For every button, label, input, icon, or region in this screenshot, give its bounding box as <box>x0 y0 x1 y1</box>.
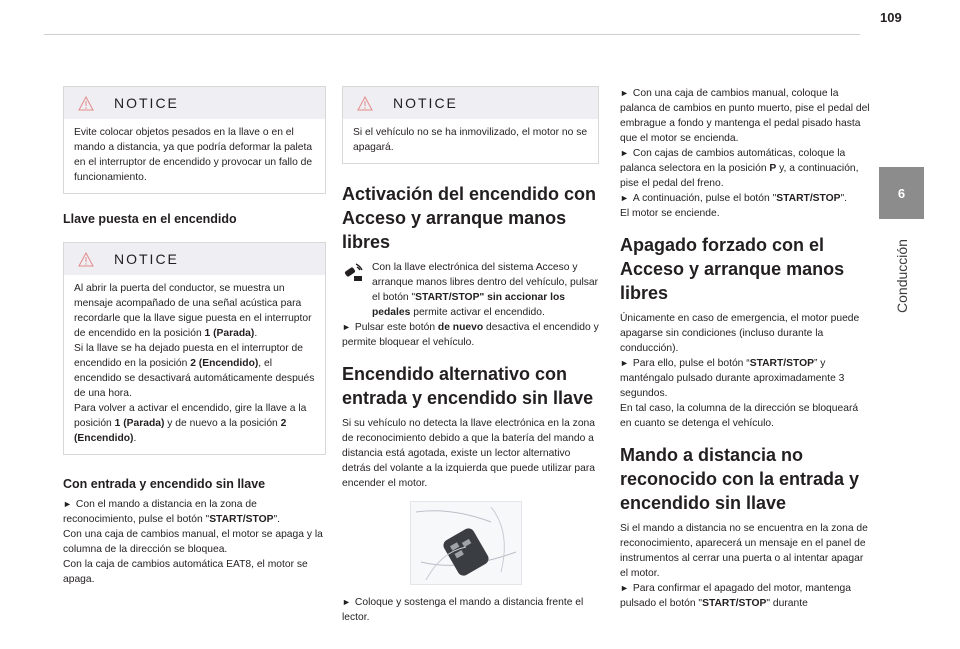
intro-block <box>342 260 599 320</box>
warning-icon <box>357 96 373 111</box>
notice-box <box>342 86 599 164</box>
chapter-title: Conducción <box>894 239 910 313</box>
header-divider <box>44 34 860 35</box>
section-heading: Llave puesta en el encendido <box>63 212 237 226</box>
notice-text: Evite colocar objetos pesados en la llave o en el mando a distancia, ya que podría deformar la paleta en el interruptor de encendido y provocar un fallo de funcionamiento. <box>74 127 313 183</box>
page-number: 109 <box>880 10 902 25</box>
bullet-item: ► Para confirmar el apagado del motor, mantenga pulsado el botón "START/STOP" durante <box>620 583 852 609</box>
bullet-item: ► A continuación, pulse el botón "START/STOP". <box>620 193 848 204</box>
section-heading: Con entrada y encendido sin llave <box>63 477 266 491</box>
chapter-tab[interactable] <box>879 167 924 219</box>
notice-header <box>64 243 325 275</box>
bullet-item: ► Pulsar este botón de nuevo desactiva el encendido y permite bloquear el vehículo. <box>342 322 599 348</box>
section-heading: Apagado forzado con el Acceso y arranque manos libres <box>620 235 845 303</box>
notice-text: Si el vehículo no se ha inmovilizado, el motor no se apagará. <box>353 127 588 153</box>
section-heading: Encendido alternativo con entrada y encendido sin llave <box>342 364 594 408</box>
paragraph: En tal caso, la columna de la dirección se bloqueará en cuanto se detenga el vehículo. <box>620 403 859 429</box>
notice-title: NOTICE <box>114 251 179 267</box>
steering-reader-illustration <box>410 501 522 585</box>
column-2 <box>342 86 599 625</box>
bullet-item: ► Para ello, pulse el botón “START/STOP” y manténgalo pulsado durante aproximadamente 3 segundos. <box>620 358 845 399</box>
notice-header <box>343 87 598 119</box>
notice-header <box>64 87 325 119</box>
chapter-number: 6 <box>897 185 906 201</box>
paragraph: Únicamente en caso de emergencia, el motor puede apagarse sin condiciones (incluso durante la conducción). <box>620 313 860 354</box>
intro-text: Con la llave electrónica del sistema Acceso y arranque manos libres dentro del vehículo, pulsar el botón "START/STOP" sin accionar los pedales permite activar el encendido. <box>372 262 599 318</box>
section-heading: Activación del encendido con Acceso y arranque manos libres <box>342 184 597 252</box>
notice-box <box>63 86 326 194</box>
illustration-drawing <box>411 502 521 584</box>
paragraph: Si el mando a distancia no se encuentra en la zona de reconocimiento, aparecerá un mensaje en el panel de instrumentos al cerrar una puerta o al intentar apagar el motor. <box>620 523 868 579</box>
chapter-sidebar <box>892 232 912 322</box>
notice-title: NOTICE <box>393 95 458 111</box>
bullet-item: ► Coloque y sostenga el mando a distancia frente el lector. <box>342 597 584 623</box>
notice-box <box>63 242 326 455</box>
notice-title: NOTICE <box>114 95 179 111</box>
warning-icon <box>78 252 94 267</box>
paragraph: Con la caja de cambios automática EAT8, el motor se apaga. <box>63 559 308 585</box>
warning-icon <box>78 96 94 111</box>
keyless-key-icon <box>342 260 366 284</box>
paragraph: Con una caja de cambios manual, el motor se apaga y la columna de la dirección se bloquea. <box>63 529 323 555</box>
bullet-item: ► Con una caja de cambios manual, coloque la palanca de cambios en punto muerto, pise el pedal del embrague a fondo y mantenga el pedal pisado hasta que el motor se encienda. <box>620 88 870 144</box>
paragraph: Si su vehículo no detecta la llave electrónica en la zona de reconocimiento debido a que la batería del mando a distancia está agotada, existe un lector alternativo detrás del volante a la izquierda que puede utilizar para encender el motor. <box>342 418 596 489</box>
column-1 <box>63 86 326 587</box>
bullet-item: ► Con el mando a distancia en la zona de reconocimiento, pulse el botón "START/STOP". <box>63 499 280 525</box>
paragraph: El motor se enciende. <box>620 208 720 219</box>
notice-text: Al abrir la puerta del conductor, se muestra un mensaje acompañado de una señal acústica para recordarle que la llave sigue puesta en el interruptor de encendido en la posición 1 (Parada). Si la llave se ha dejado puesta en el interruptor de encendido en la posición 2 (Encendido), el encendido se desactivará automáticamente después de una hora. Para volver a activar el encendido, gire la llave a la posición 1 (Parada) y de nuevo a la posición 2 (Encendido). <box>74 283 315 444</box>
column-3 <box>620 86 870 611</box>
section-heading: Mando a distancia no reconocido con la entrada y encendido sin llave <box>620 445 860 513</box>
bullet-item: ► Con cajas de cambios automáticas, coloque la palanca selectora en la posición P y, a continuación, pise el pedal del freno. <box>620 148 859 189</box>
